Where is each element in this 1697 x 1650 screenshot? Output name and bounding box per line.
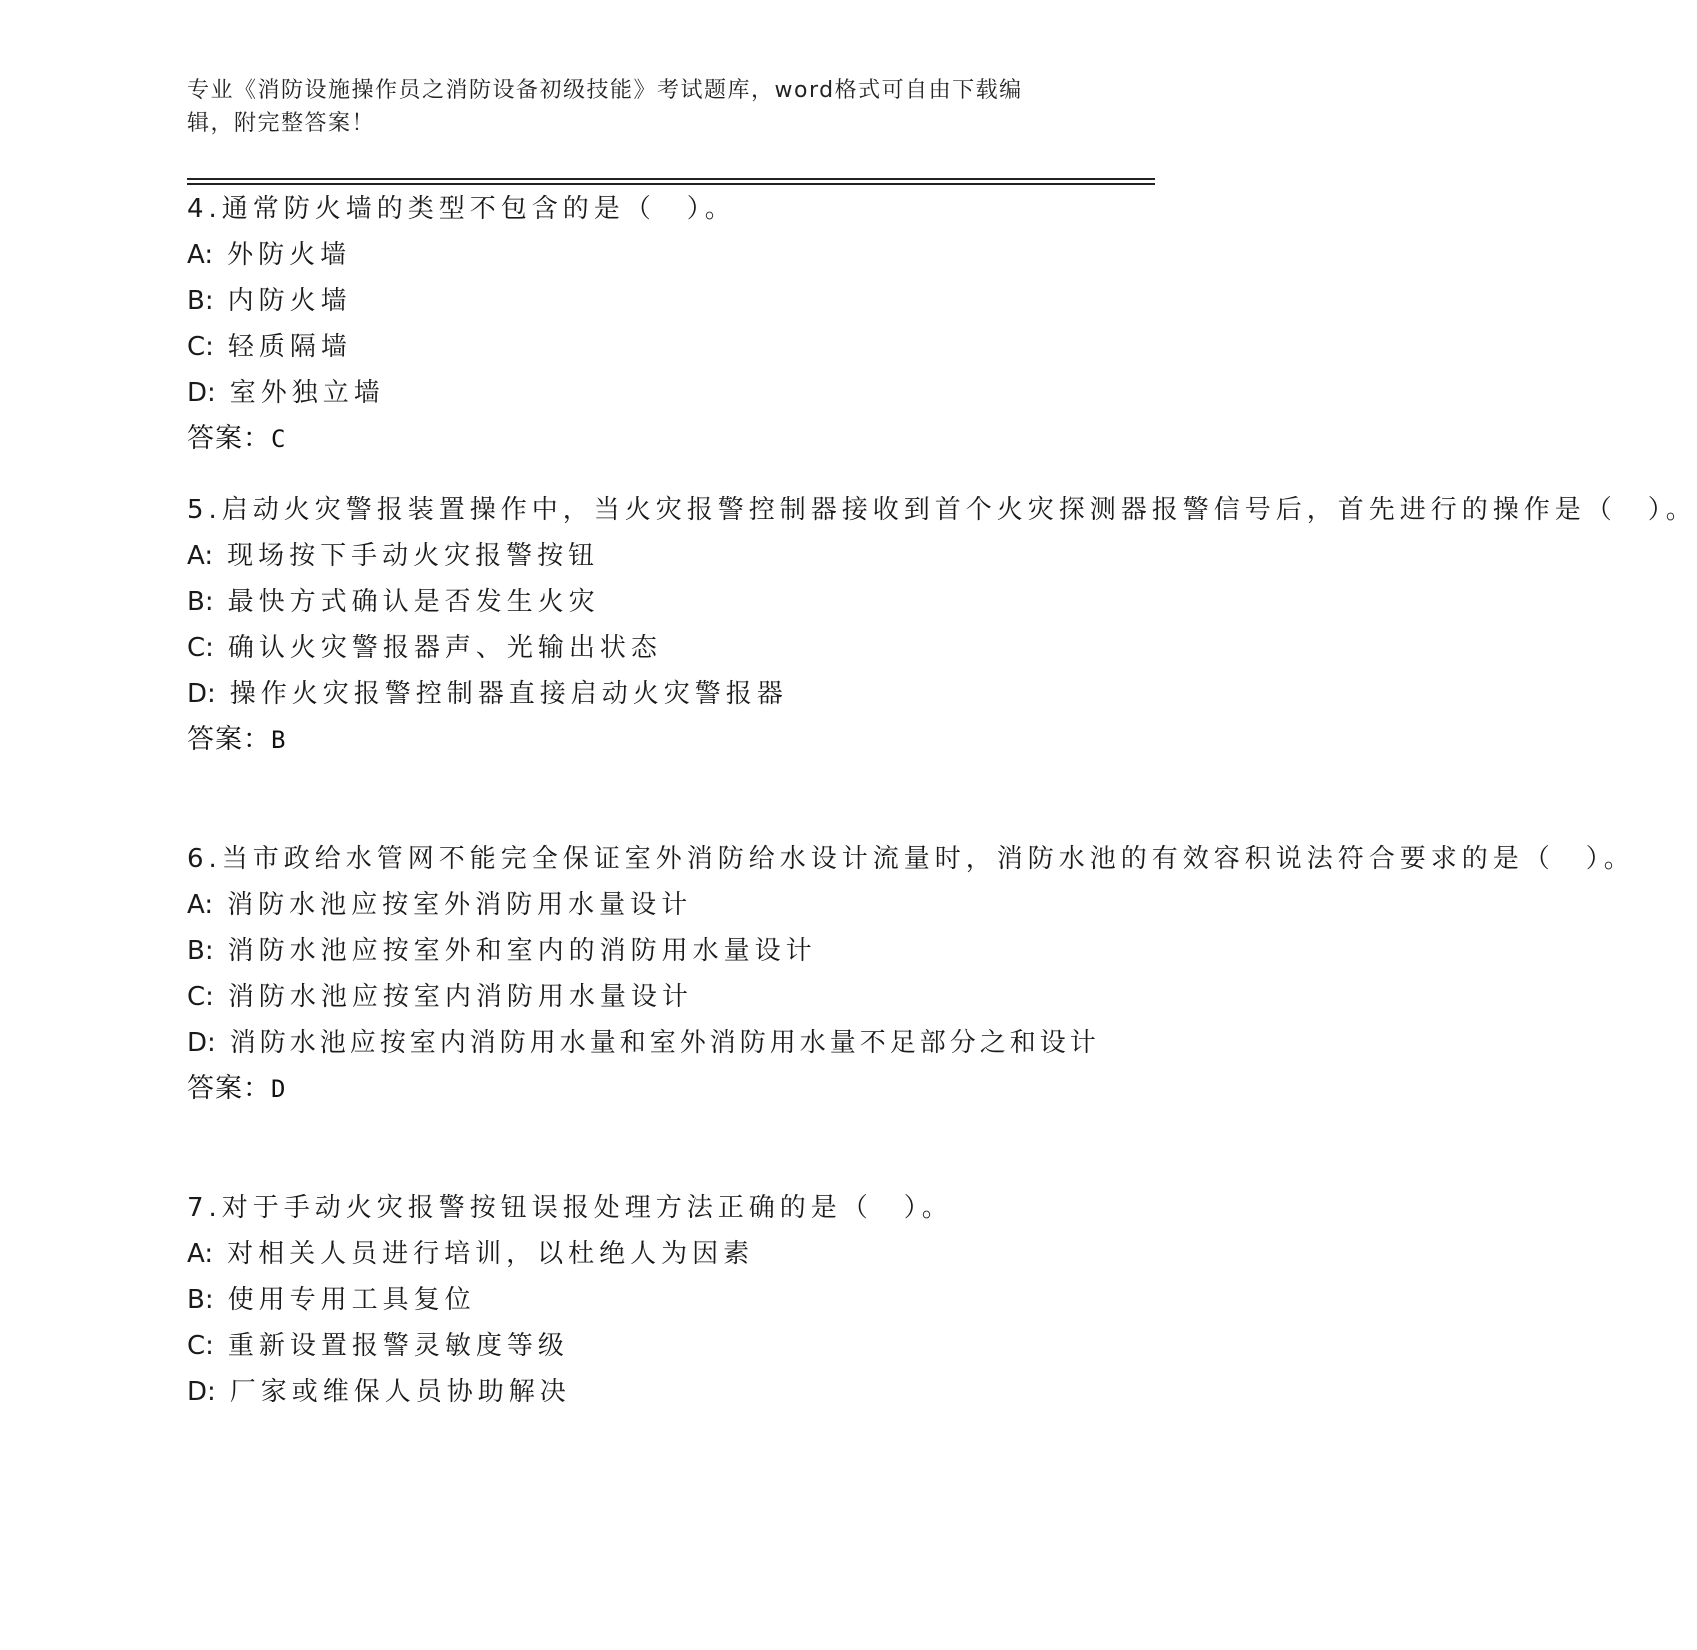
answer-label: 答案： xyxy=(187,1073,271,1104)
option-a xyxy=(187,1231,1107,1277)
question-6 xyxy=(187,836,1635,1112)
option-d xyxy=(187,1369,1107,1415)
option-letter: B: xyxy=(187,587,214,617)
option-text: 使用专用工具复位 xyxy=(227,1285,476,1315)
answer-label: 答案： xyxy=(187,423,271,454)
option-b xyxy=(187,579,1107,625)
option-letter: C: xyxy=(187,332,214,362)
option-a xyxy=(187,533,1107,579)
answer-value: C xyxy=(271,425,287,453)
option-letter: C: xyxy=(187,1331,214,1361)
option-letter: D: xyxy=(187,1377,216,1407)
option-text: 现场按下手动火灾报警按钮 xyxy=(227,541,600,571)
option-text: 轻质隔墙 xyxy=(227,332,352,362)
option-text: 对相关人员进行培训，以杜绝人为因素 xyxy=(227,1239,755,1269)
option-letter: A: xyxy=(187,240,214,270)
option-text: 消防水池应按室内消防用水量设计 xyxy=(227,982,693,1012)
answer xyxy=(187,717,1107,763)
answer xyxy=(187,416,1107,462)
option-letter: D: xyxy=(187,1028,216,1058)
option-letter: B: xyxy=(187,286,214,316)
option-b xyxy=(187,1277,1107,1323)
option-a xyxy=(187,882,1107,928)
option-text: 厂家或维保人员协助解决 xyxy=(229,1377,571,1407)
option-text: 消防水池应按室外消防用水量设计 xyxy=(227,890,693,920)
header-note: 专业《消防设施操作员之消防设备初级技能》考试题库，word格式可自由下载编辑，附完整答案！ xyxy=(187,78,1023,136)
option-text: 消防水池应按室外和室内的消防用水量设计 xyxy=(227,936,817,966)
option-d xyxy=(187,1020,1107,1066)
option-c xyxy=(187,1323,1107,1369)
option-text: 室外独立墙 xyxy=(229,378,385,408)
option-text: 外防火墙 xyxy=(227,240,352,270)
option-letter: B: xyxy=(187,936,214,966)
option-letter: A: xyxy=(187,541,214,571)
option-text: 确认火灾警报器声、光输出状态 xyxy=(227,633,662,663)
option-letter: C: xyxy=(187,633,214,663)
option-text: 消防水池应按室内消防用水量和室外消防用水量不足部分之和设计 xyxy=(229,1028,1100,1058)
answer xyxy=(187,1066,1107,1112)
answer-value: B xyxy=(271,726,287,754)
question-stem: 5.启动火灾警报装置操作中，当火灾报警控制器接收到首个火灾探测器报警信号后，首先进行的操作是（ ）。 xyxy=(187,495,1697,525)
question-stem: 6.当市政给水管网不能完全保证室外消防给水设计流量时，消防水池的有效容积说法符合要求的是（ ）。 xyxy=(187,844,1635,874)
option-letter: A: xyxy=(187,1239,214,1269)
option-letter: D: xyxy=(187,679,216,709)
option-d xyxy=(187,370,1107,416)
option-letter: A: xyxy=(187,890,214,920)
option-c xyxy=(187,974,1107,1020)
header-divider-top xyxy=(187,178,1155,180)
option-letter: B: xyxy=(187,1285,214,1315)
question-5 xyxy=(187,487,1697,763)
question-7 xyxy=(187,1185,1107,1415)
answer-value: D xyxy=(271,1075,287,1103)
option-text: 重新设置报警灵敏度等级 xyxy=(227,1331,569,1361)
option-d xyxy=(187,671,1107,717)
option-c xyxy=(187,324,1107,370)
option-letter: D: xyxy=(187,378,216,408)
answer-label: 答案： xyxy=(187,724,271,755)
question-4 xyxy=(187,186,1107,462)
option-letter: C: xyxy=(187,982,214,1012)
header-divider-bottom xyxy=(187,183,1155,185)
option-text: 内防火墙 xyxy=(227,286,352,316)
question-stem: 7.对于手动火灾报警按钮误报处理方法正确的是（ ）。 xyxy=(187,1193,953,1223)
option-text: 最快方式确认是否发生火灾 xyxy=(227,587,600,617)
option-b xyxy=(187,928,1107,974)
option-a xyxy=(187,232,1107,278)
option-c xyxy=(187,625,1107,671)
question-stem: 4.通常防火墙的类型不包含的是（ ）。 xyxy=(187,194,736,224)
option-b xyxy=(187,278,1107,324)
option-text: 操作火灾报警控制器直接启动火灾警报器 xyxy=(229,679,788,709)
